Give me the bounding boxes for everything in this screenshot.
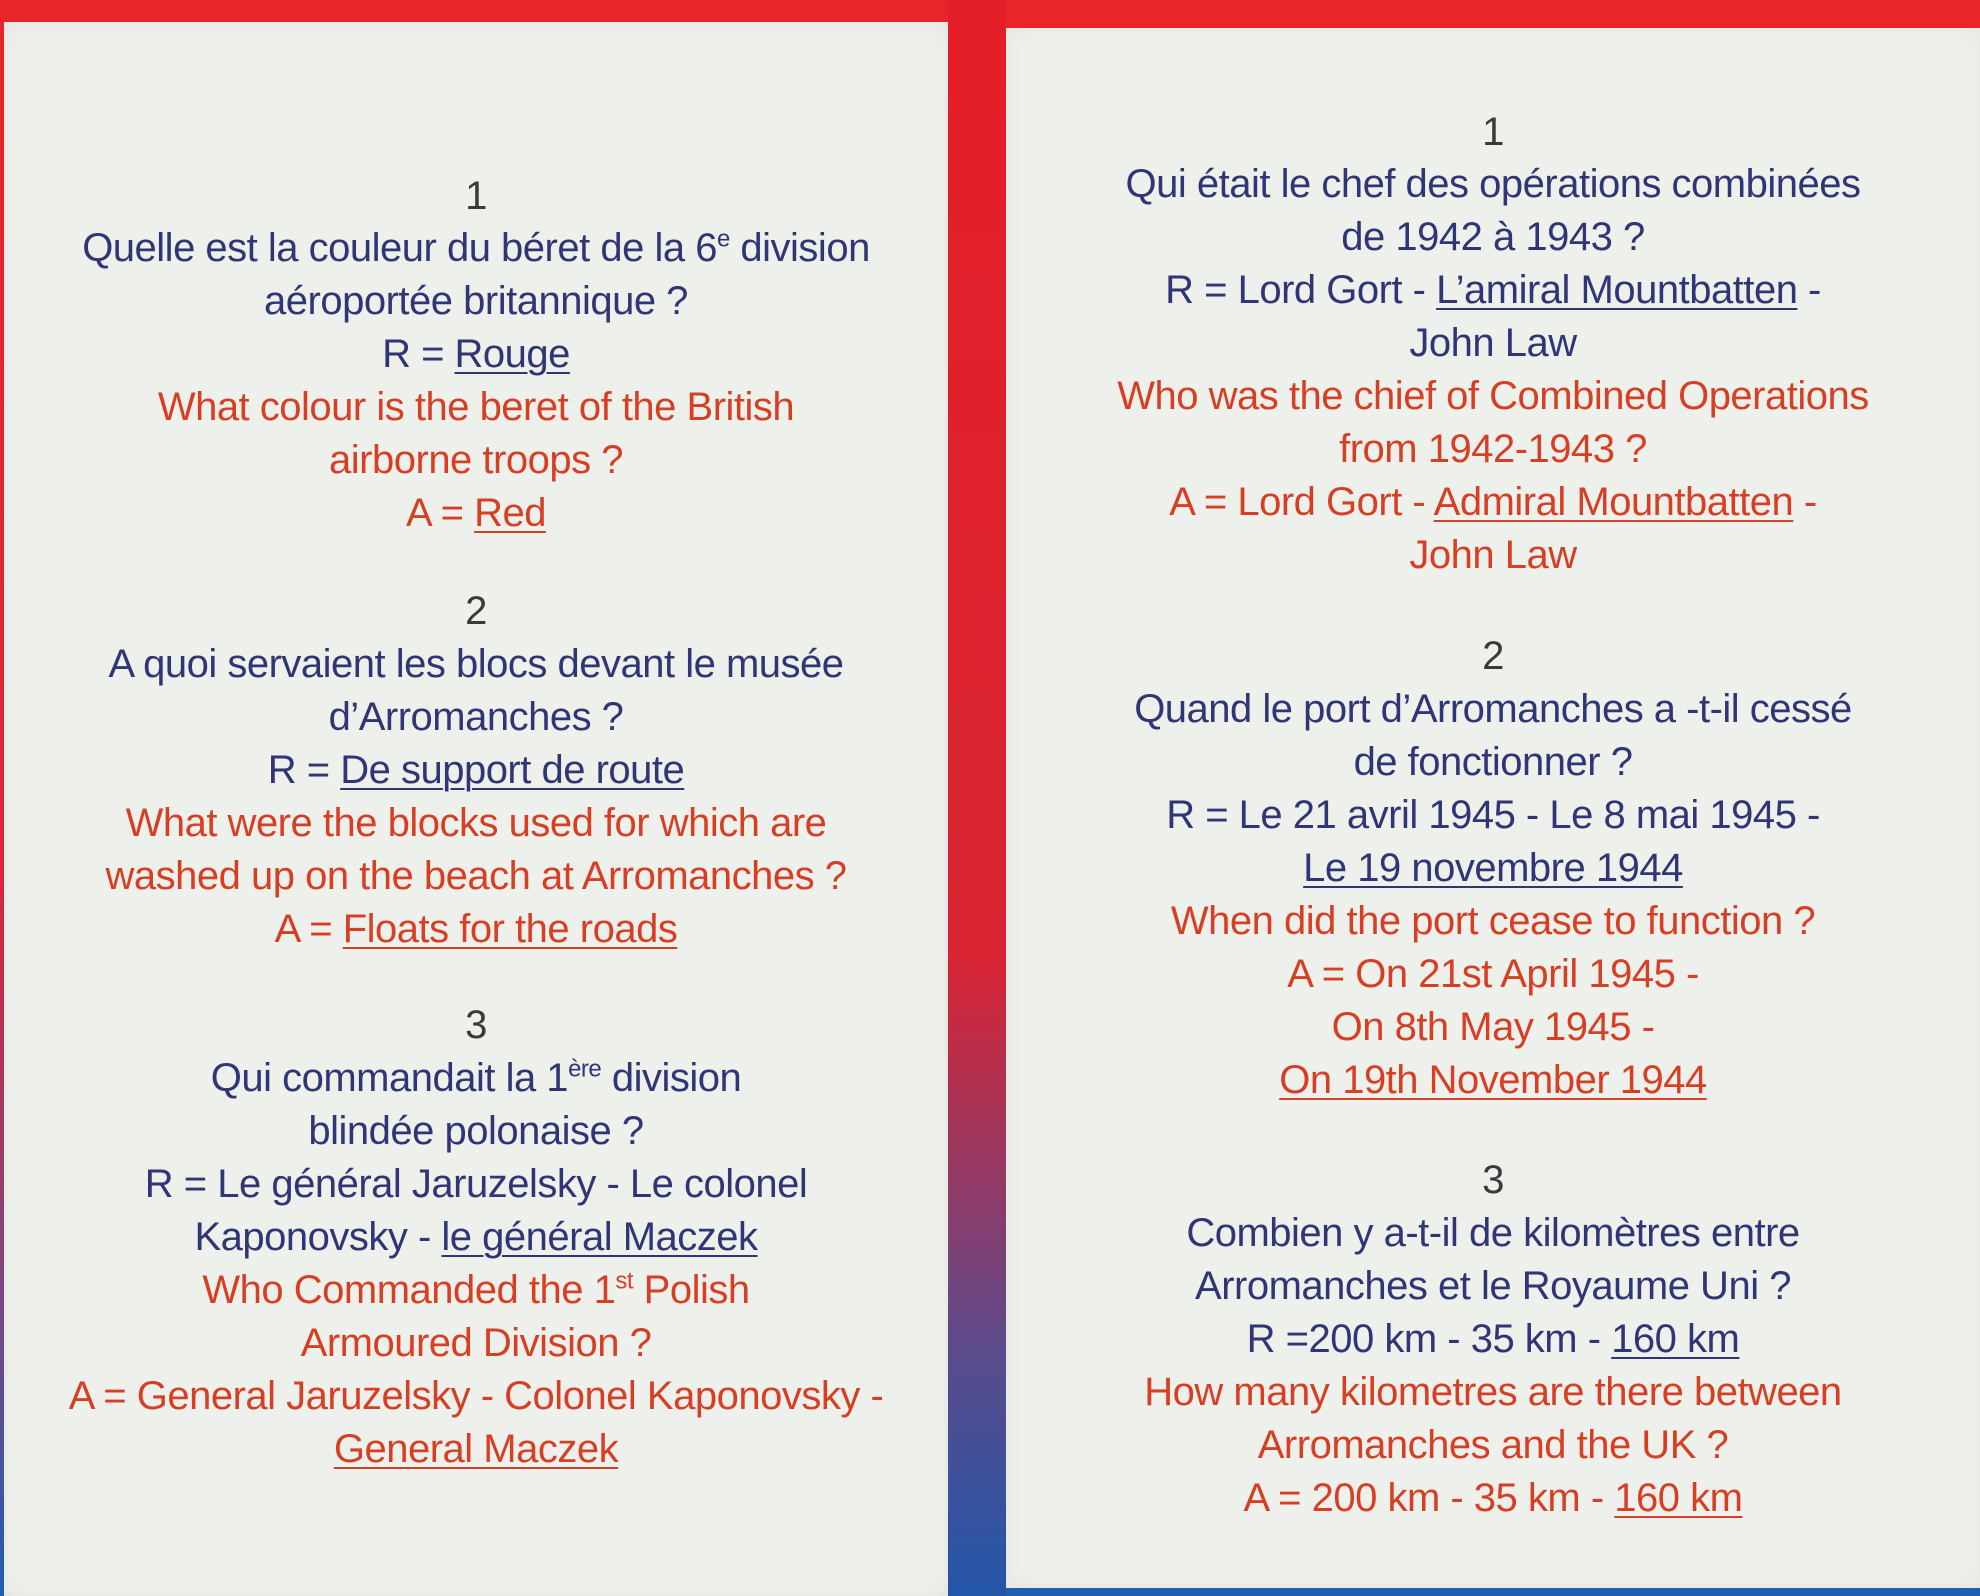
french-question: de 1942 à 1943 ?: [1341, 215, 1645, 259]
english-answer: A = 200 km - 35 km - 160 km: [1243, 1476, 1743, 1520]
french-answer: R = Lord Gort - L’amiral Mountbatten -: [1165, 268, 1821, 312]
english-answer: On 19th November 1944: [1279, 1058, 1707, 1102]
french-answer: John Law: [1409, 321, 1577, 365]
english-question: Arromanches and the UK ?: [1257, 1423, 1729, 1467]
english-answer: A = Red: [406, 491, 546, 535]
french-question: Qui commandait la 1ère division: [210, 1055, 742, 1100]
english-question: from 1942-1943 ?: [1339, 427, 1647, 471]
french-question: Arromanches et le Royaume Uni ?: [1195, 1264, 1791, 1308]
english-answer: A = Lord Gort - Admiral Mountbatten -: [1169, 480, 1817, 524]
english-question: What colour is the beret of the British: [157, 385, 795, 429]
left-quiz-card: [4, 22, 948, 1596]
english-question: Armoured Division ?: [300, 1321, 652, 1365]
french-answer: R = Le 21 avril 1945 - Le 8 mai 1945 -: [1166, 793, 1820, 837]
english-answer: A = On 21st April 1945 -: [1287, 952, 1699, 996]
card-divider: [948, 0, 1006, 1596]
french-answer: Le 19 novembre 1944: [1303, 846, 1683, 890]
french-question: Qui était le chef des opérations combinées: [1125, 162, 1861, 206]
english-answer: General Maczek: [333, 1427, 619, 1471]
french-question: aéroportée britannique ?: [264, 279, 688, 323]
french-answer: R = De support de route: [267, 748, 685, 792]
french-answer: Kaponovsky - le général Maczek: [194, 1215, 758, 1259]
question-number: 1: [1482, 110, 1504, 154]
question-number: 2: [1482, 634, 1504, 678]
question-number: 3: [1482, 1158, 1504, 1202]
french-question: Quelle est la couleur du béret de la 6e division: [82, 225, 870, 270]
question-number: 1: [465, 174, 487, 218]
right-quiz-card: [1006, 28, 1980, 1588]
english-answer: John Law: [1409, 533, 1577, 577]
english-question: washed up on the beach at Arromanches ?: [105, 854, 847, 898]
english-question: Who Commanded the 1st Polish: [202, 1267, 750, 1312]
french-answer: R = Le général Jaruzelsky - Le colonel: [144, 1162, 808, 1206]
english-answer: A = General Jaruzelsky - Colonel Kaponovsky -: [68, 1374, 884, 1418]
english-question: When did the port cease to function ?: [1170, 899, 1816, 943]
french-answer: R = Rouge: [382, 332, 570, 376]
english-question: How many kilometres are there between: [1144, 1370, 1842, 1414]
english-answer: A = Floats for the roads: [274, 907, 678, 951]
english-question: airborne troops ?: [329, 438, 623, 482]
french-question: A quoi servaient les blocs devant le musée: [108, 642, 844, 686]
french-answer: R =200 km - 35 km - 160 km: [1246, 1317, 1740, 1361]
question-number: 3: [465, 1003, 487, 1047]
english-question: Who was the chief of Combined Operations: [1117, 374, 1869, 418]
french-question: Quand le port d’Arromanches a -t-il cessé: [1134, 687, 1852, 731]
french-question: d’Arromanches ?: [328, 695, 624, 739]
french-question: de fonctionner ?: [1353, 740, 1633, 784]
question-number: 2: [465, 589, 487, 633]
english-answer: On 8th May 1945 -: [1331, 1005, 1655, 1049]
french-question: blindée polonaise ?: [308, 1109, 644, 1153]
english-question: What were the blocks used for which are: [125, 801, 827, 845]
french-question: Combien y a-t-il de kilomètres entre: [1186, 1211, 1800, 1255]
